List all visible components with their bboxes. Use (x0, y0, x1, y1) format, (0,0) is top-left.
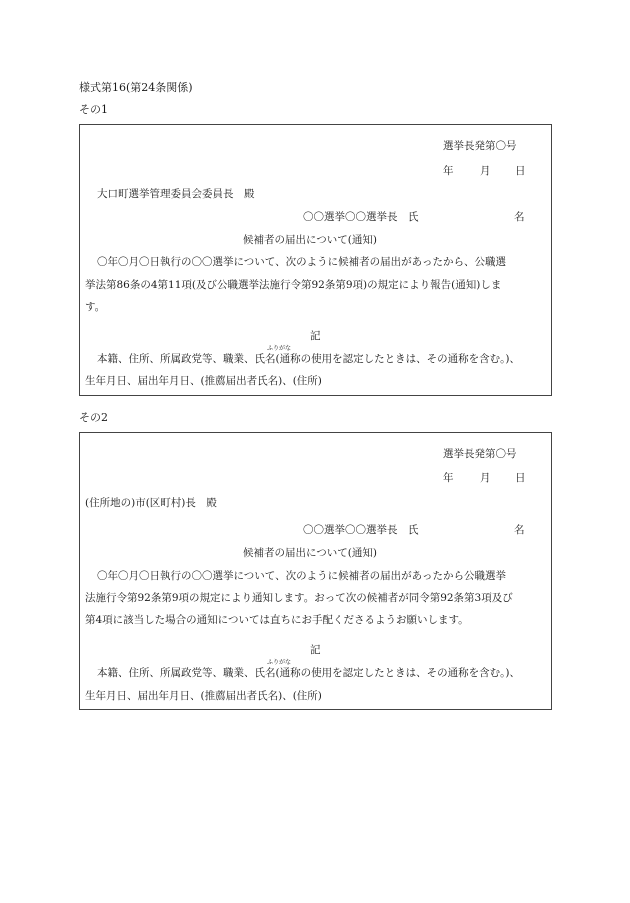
body-line: す。 (85, 301, 106, 313)
item-line: 本籍、住所、所属政党等、職業、氏名(通称の使用を認定したときは、その通称を含む。)、 (97, 667, 520, 679)
item-line: 本籍、住所、所属政党等、職業、氏名(通称の使用を認定したときは、その通称を含む。)、 (97, 353, 520, 365)
sender: 〇〇選挙〇〇選挙長 氏 (303, 524, 419, 536)
date-year: 年 (443, 472, 454, 484)
body-line: 第4項に該当した場合の通知については直ちにお手配くださるようお願いします。 (85, 614, 469, 626)
addressee: (住所地の)市(区町村)長 殿 (85, 497, 217, 509)
sender-name-suffix: 名 (514, 524, 525, 536)
doc-number: 選挙長発第〇号 (443, 448, 517, 460)
body-line: 〇年〇月〇日執行の〇〇選挙について、次のように候補者の届出があったから、公職選 (97, 256, 506, 268)
body-line: 挙法第86条の4第11項(及び公職選挙法施行令第92条第9項)の規定により報告(通知)しま (85, 279, 502, 291)
body-line: 〇年〇月〇日執行の〇〇選挙について、次のように候補者の届出があったから公職選挙 (97, 570, 506, 582)
sender-name-suffix: 名 (514, 211, 525, 223)
date-month: 月 (480, 165, 491, 177)
date-day: 日 (515, 472, 526, 484)
notice-form-1 (79, 124, 552, 396)
doc-number: 選挙長発第〇号 (443, 140, 517, 152)
section-1-heading: その1 (79, 103, 108, 116)
body-line: 法施行令第92条第9項の規定により通知します。おって次の候補者が同令第92条第3項及び (85, 592, 513, 604)
item-line: 生年月日、届出年月日、(推薦届出者氏名)、(住所) (85, 690, 322, 702)
form-title: 様式第16(第24条関係) (79, 81, 193, 94)
date-month: 月 (480, 472, 491, 484)
sender: 〇〇選挙〇〇選挙長 氏 (303, 211, 419, 223)
furigana: ふりがな (267, 659, 292, 666)
subject: 候補者の届出について(通知) (243, 547, 377, 559)
subject: 候補者の届出について(通知) (243, 234, 377, 246)
date-year: 年 (443, 165, 454, 177)
ki-heading: 記 (310, 330, 321, 342)
item-line: 生年月日、届出年月日、(推薦届出者氏名)、(住所) (85, 375, 322, 387)
notice-form-2 (79, 432, 552, 710)
date-day: 日 (515, 165, 526, 177)
addressee: 大口町選挙管理委員会委員長 殿 (97, 188, 255, 200)
ki-heading: 記 (310, 644, 321, 656)
furigana: ふりがな (267, 345, 292, 352)
section-2-heading: その2 (79, 411, 108, 424)
